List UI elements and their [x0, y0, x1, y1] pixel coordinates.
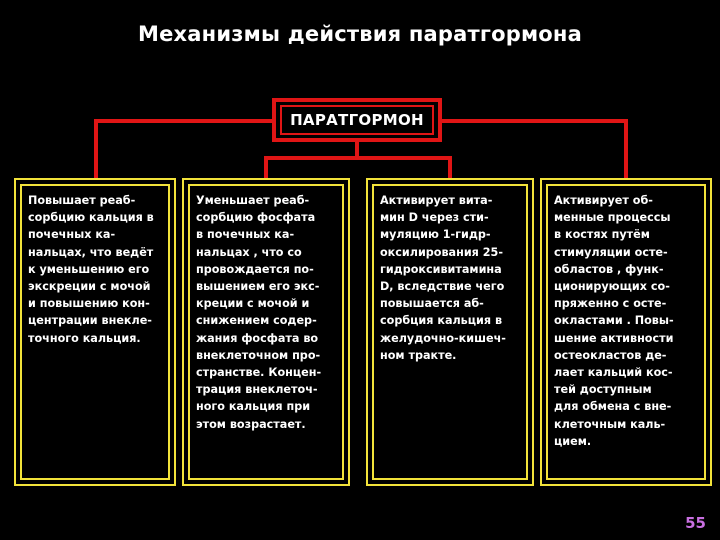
hub-label: ПАРАТГОРМОН: [280, 105, 434, 135]
connector-outer: [442, 121, 626, 178]
page-number: 55: [685, 514, 706, 532]
mechanism-box-phosphate-reabsorption: [182, 178, 350, 486]
connector-inner: [266, 158, 450, 178]
mechanism-text: Активирует вита- мин D через сти- муляцию 1-гидр- оксилирования 25- гидроксивитамина D, вследствие чего повышается аб- сорбция кальция в желудочно-кишеч- ном тракте.: [372, 184, 528, 480]
mechanism-text: Повышает реаб- сорбцию кальция в почечных ка- нальцах, что ведёт к уменьшению его экскреции с мочой и повышению кон- центрации внекле- точного кальция.: [20, 184, 170, 480]
mechanism-box-vitamin-d: [366, 178, 534, 486]
parathormone-hub: [272, 98, 442, 142]
mechanism-text: Уменьшает реаб- сорбцию фосфата в почечных ка- нальцах , что со провождается по- вышением его экс- креции с мочой и снижением содер- жания фосфата во внеклеточном про- странстве. Концен- трация внеклеточ- ного кальция при этом возрастает.: [188, 184, 344, 480]
mechanism-box-bone-metabolism: [540, 178, 712, 486]
slide-title: Механизмы действия паратгормона: [137, 22, 583, 46]
mechanism-box-calcium-reabsorption: [14, 178, 176, 486]
connector-outer: [96, 121, 272, 178]
mechanism-text: Активирует об- менные процессы в костях путём стимуляции осте- областов , функ- ционирующих со- пряженно с осте- окластами . Повы- шение активности остеокластов де- лает кальций кос- тей доступным для обмена с вне- клеточным каль- цием.: [546, 184, 706, 480]
